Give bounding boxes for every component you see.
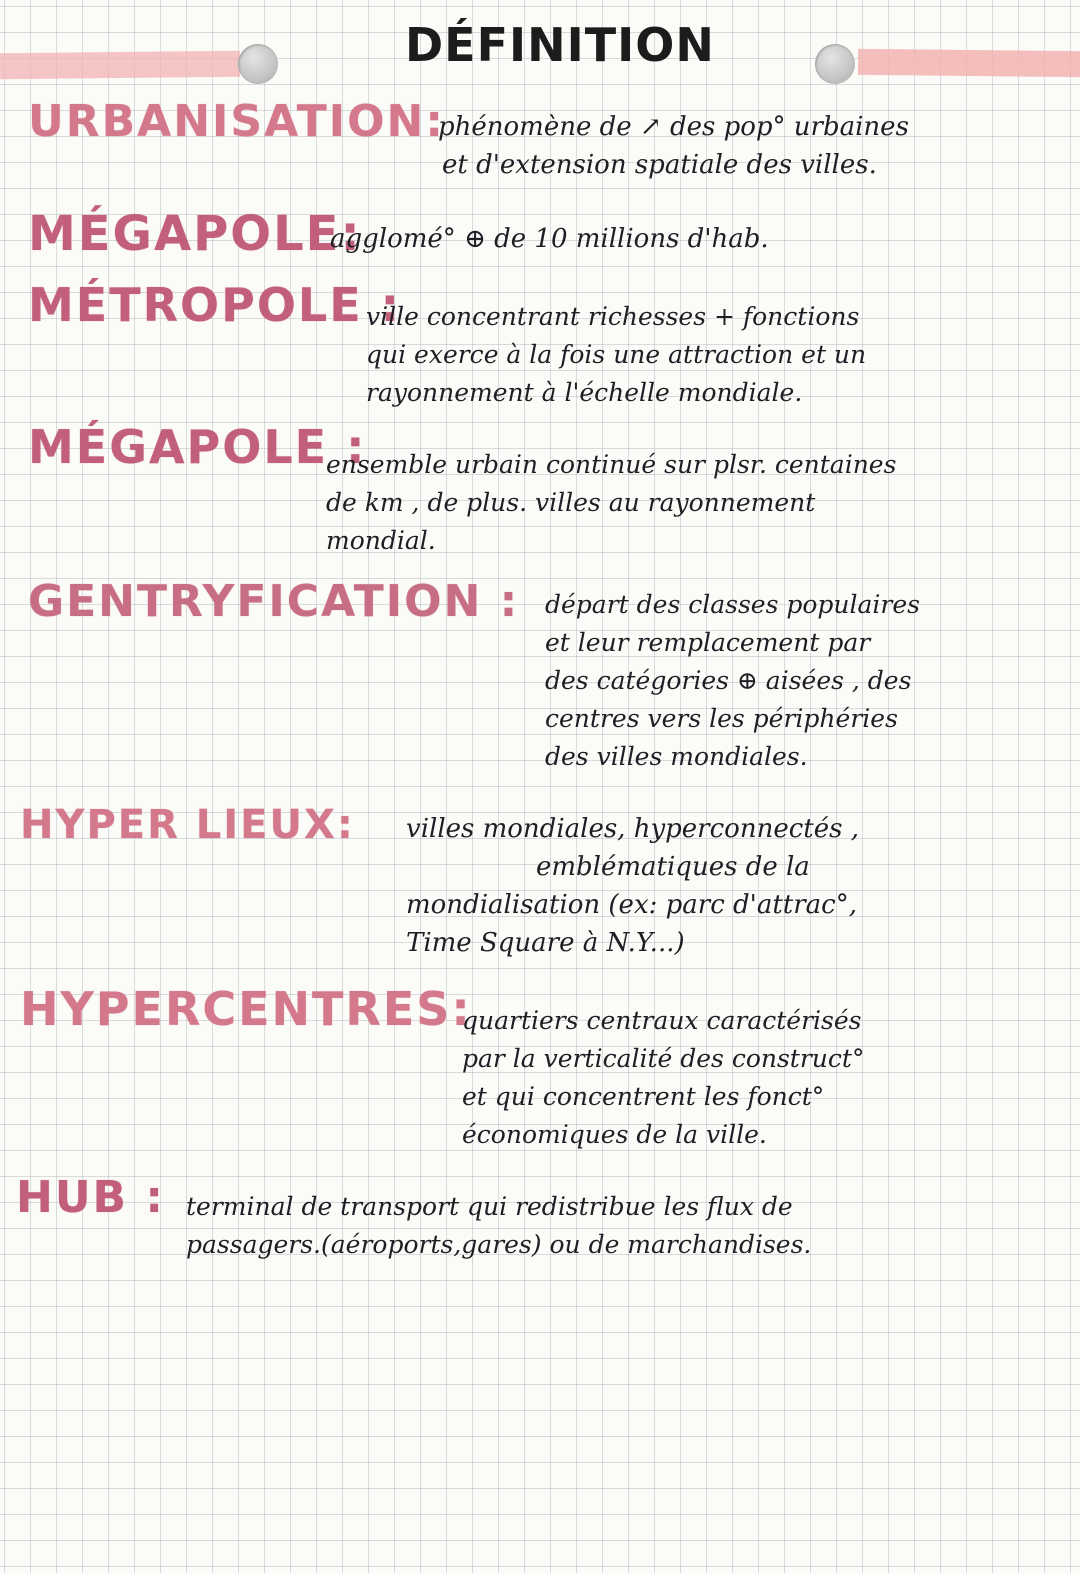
definition-line: et qui concentrent les fonct° — [462, 1082, 825, 1111]
definition-megapole — [330, 220, 769, 258]
term-gentryfication: GENTRYFICATION : — [28, 576, 520, 627]
term-megapole-2: MÉGAPOLE : — [28, 420, 367, 474]
definition-line: mondial. — [326, 526, 436, 555]
term-urbanisation: URBANISATION: — [28, 96, 445, 147]
definition-line: ensemble urbain continué sur plsr. centaines — [326, 450, 897, 479]
definition-line: ville concentrant richesses + fonctions — [366, 302, 860, 331]
definition-line: rayonnement à l'échelle mondiale. — [366, 378, 803, 407]
definition-line: mondialisation (ex: parc d'attrac°, — [406, 890, 857, 920]
definition-line: qui exerce à la fois une attraction et un — [366, 340, 867, 369]
definition-line: des catégories ⊕ aisées , des — [545, 666, 912, 695]
term-hub: HUB : — [16, 1172, 166, 1223]
term-hypercentres: HYPERCENTRES: — [20, 982, 472, 1036]
term-metropole: MÉTROPOLE : — [28, 278, 402, 332]
definition-line: phénomène de ↗ des pop° urbaines — [438, 112, 909, 142]
definition-hyper-lieux — [406, 810, 859, 962]
definition-line: passagers.(aéroports,gares) ou de marchandises. — [186, 1230, 812, 1259]
definition-line: par la verticalité des construct° — [462, 1044, 865, 1073]
definition-hub — [186, 1188, 811, 1264]
definition-hypercentres — [462, 1002, 864, 1154]
pink-highlight-left — [0, 51, 240, 80]
definition-line: quartiers centraux caractérisés — [462, 1006, 862, 1035]
definition-urbanisation — [438, 108, 909, 184]
definition-line: et leur remplacement par — [545, 628, 871, 657]
pink-highlight-right — [858, 49, 1080, 77]
page-title: DÉFINITION — [405, 18, 715, 72]
definition-line: emblématiques de la — [536, 852, 810, 882]
term-hyper-lieux: HYPER LIEUX: — [20, 802, 355, 848]
definition-metropole — [366, 298, 866, 412]
definition-line: terminal de transport qui redistribue les flux de — [186, 1192, 793, 1221]
term-megapole: MÉGAPOLE: — [28, 206, 362, 262]
definition-line: Time Square à N.Y...) — [406, 928, 685, 958]
definition-line: économiques de la ville. — [462, 1120, 767, 1149]
definition-line: départ des classes populaires — [545, 590, 920, 619]
definition-line: agglomé° ⊕ de 10 millions d'hab. — [330, 224, 769, 254]
punch-hole-left — [238, 44, 278, 84]
definition-megapole-2 — [326, 446, 896, 560]
punch-hole-right — [815, 44, 855, 84]
definition-gentryfication — [545, 586, 920, 776]
definition-line: et d'extension spatiale des villes. — [442, 150, 877, 180]
definition-line: de km , de plus. villes au rayonnement — [326, 488, 816, 517]
definition-line: des villes mondiales. — [545, 742, 808, 771]
definition-line: villes mondiales, hyperconnectés , — [406, 814, 859, 844]
definition-line: centres vers les périphéries — [545, 704, 898, 733]
